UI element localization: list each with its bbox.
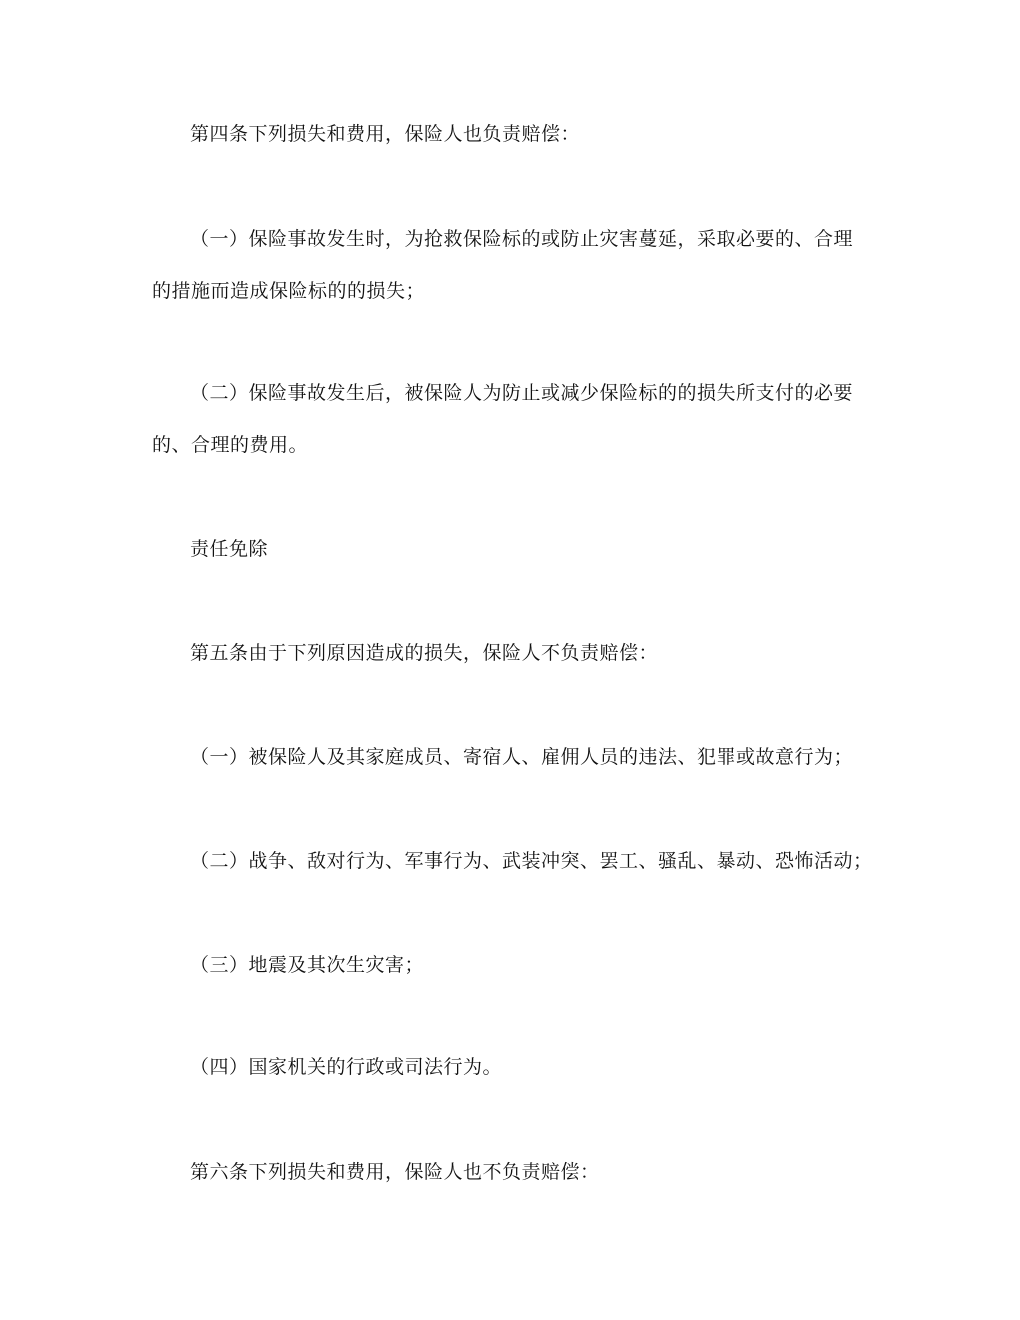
article-4-item-1-line-2: 的措施而造成保险标的的损失； (152, 280, 426, 302)
article-6-heading: 第六条下列损失和费用，保险人也不负责赔偿： (190, 1161, 600, 1183)
article-5-item-4: （四）国家机关的行政或司法行为。 (190, 1056, 503, 1078)
article-5-item-1: （一）被保险人及其家庭成员、寄宿人、雇佣人员的违法、犯罪或故意行为； (190, 746, 854, 768)
article-4-item-2-line-2: 的、合理的费用。 (152, 434, 309, 456)
article-5-item-3: （三）地震及其次生灾害； (190, 954, 425, 976)
article-5-heading: 第五条由于下列原因造成的损失，保险人不负责赔偿： (190, 642, 659, 664)
article-4-item-2-line-1: （二）保险事故发生后，被保险人为防止或减少保险标的的损失所支付的必要 (190, 382, 854, 404)
article-5-item-2: （二）战争、敌对行为、军事行为、武装冲突、罢工、骚乱、暴动、恐怖活动； (190, 850, 873, 872)
article-4-heading: 第四条下列损失和费用，保险人也负责赔偿： (190, 123, 581, 145)
article-4-item-1-line-1: （一）保险事故发生时，为抢救保险标的或防止灾害蔓延，采取必要的、合理 (190, 228, 854, 250)
section-title-exclusions: 责任免除 (190, 538, 269, 560)
